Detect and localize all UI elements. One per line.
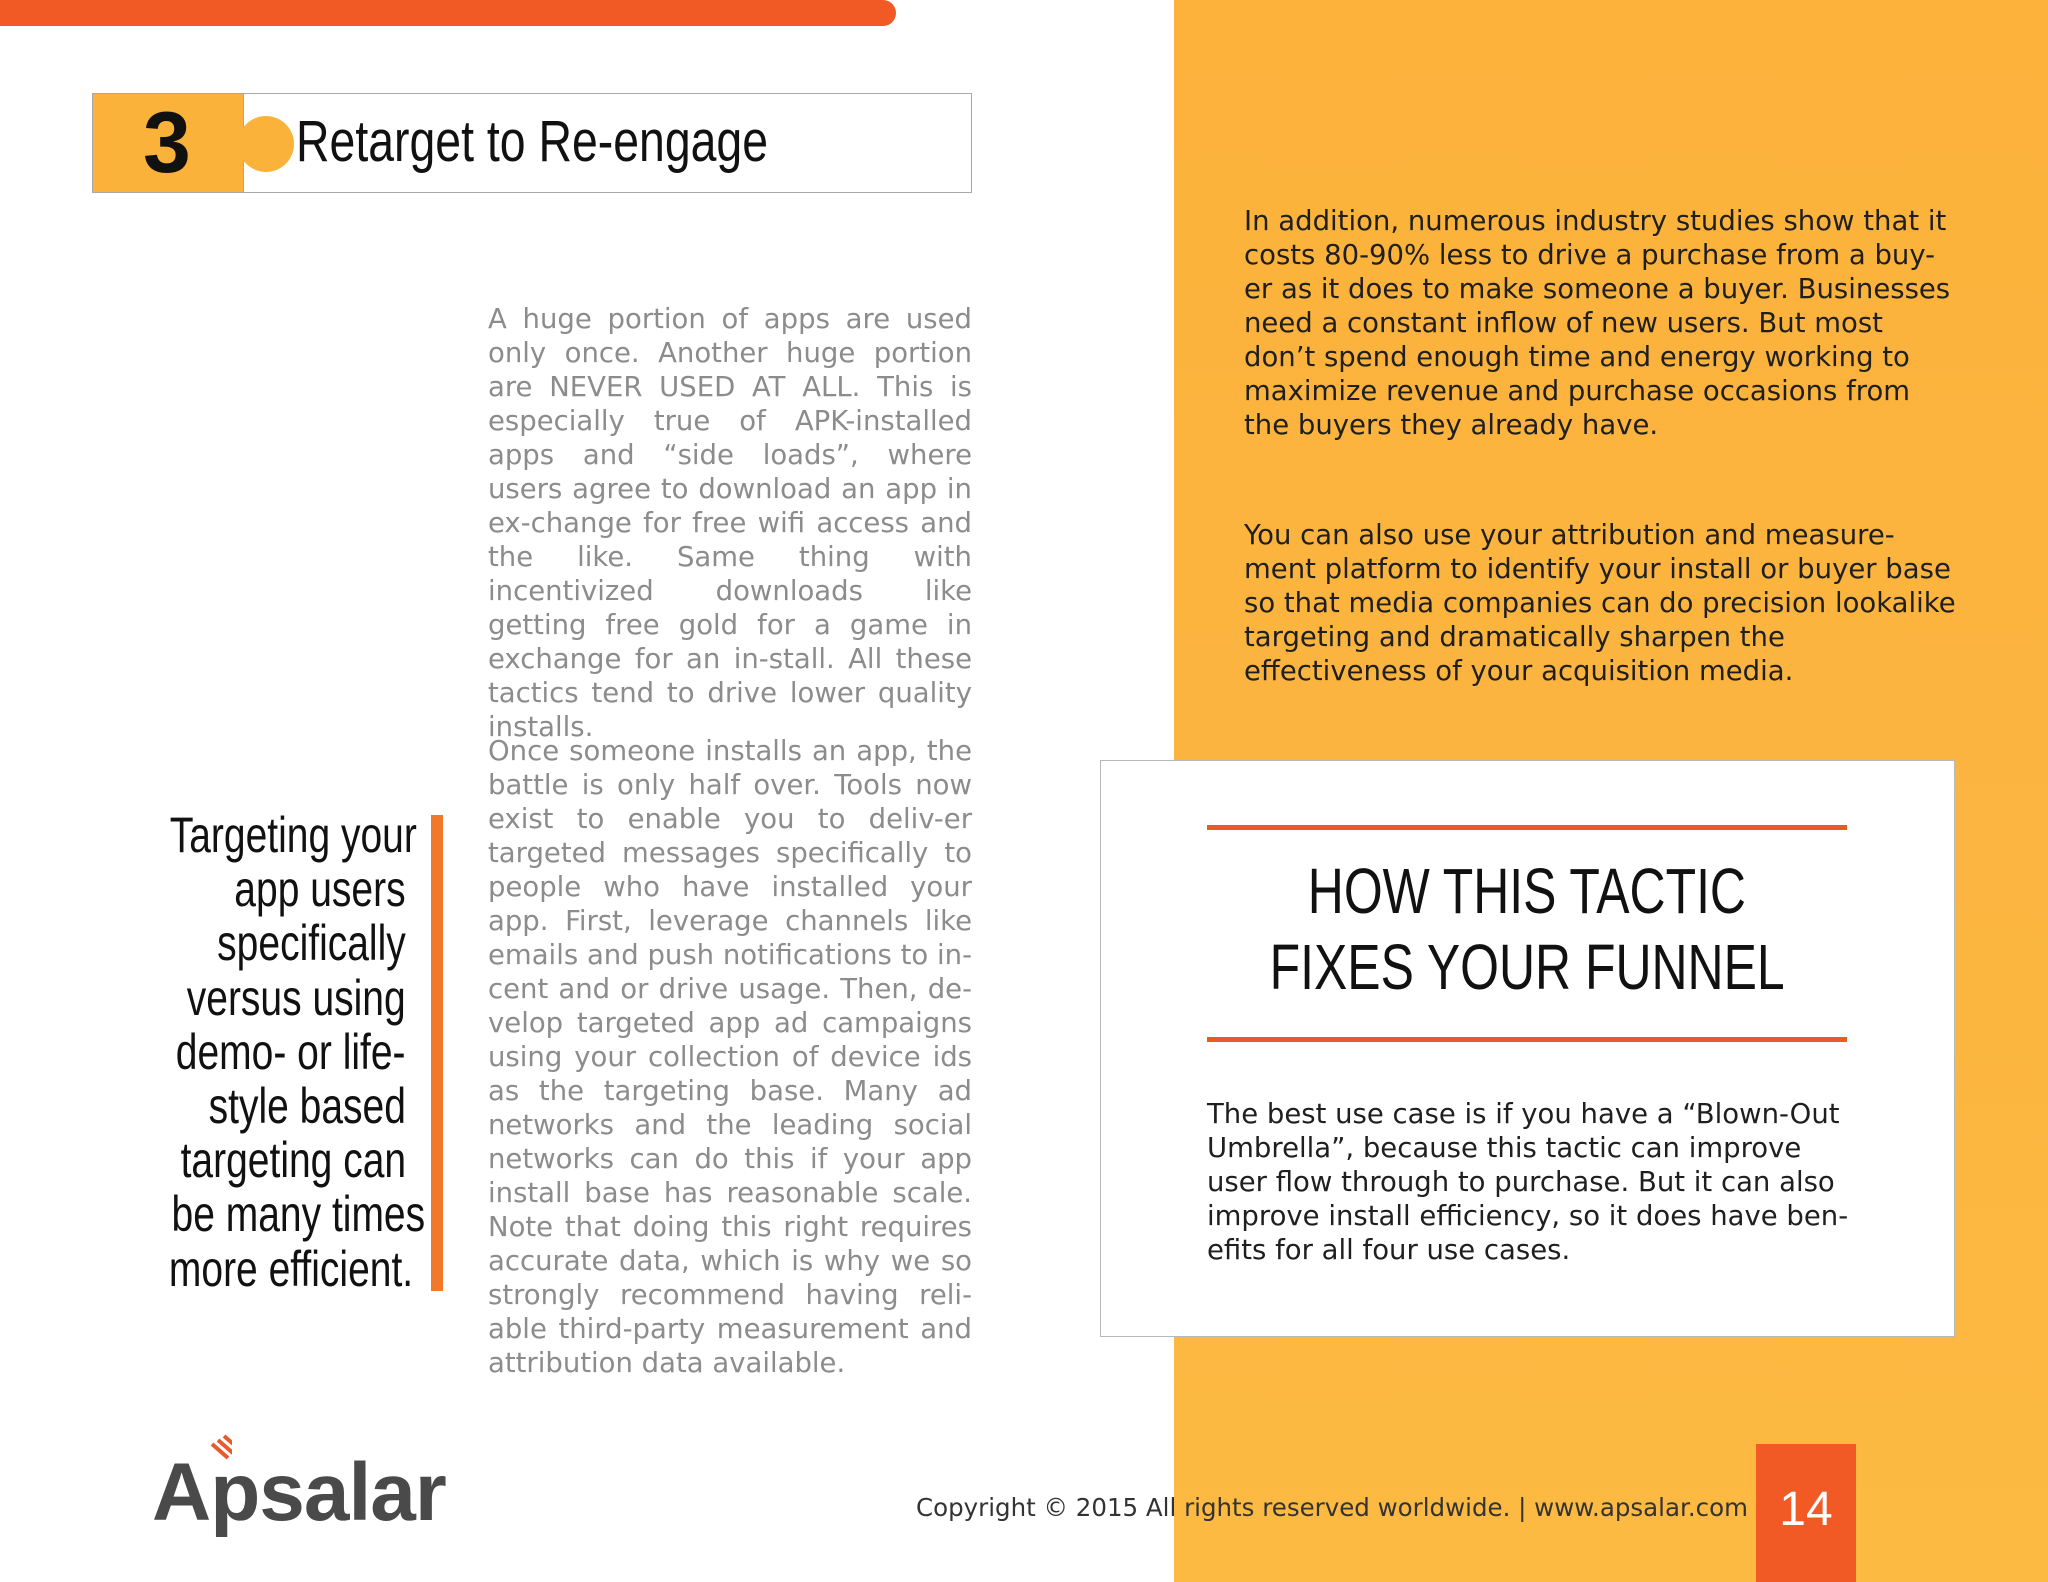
section-header bbox=[92, 93, 972, 193]
section-number-tab bbox=[238, 116, 294, 172]
pull-quote-line: style based bbox=[208, 1078, 406, 1135]
pull-quote-line: versus using bbox=[187, 969, 406, 1026]
body-paragraph-1: A huge portion of apps are used only once. Another huge portion are NEVER USED AT ALL. This is especially true of APK-installed apps and “side loads”, where users agree to download an app in ex-change for free wifi access and the like. Same thing with incentivized downloads like getting free gold for a game in exchange for an in-stall. All these tactics tend to drive lower quality installs. bbox=[488, 303, 972, 743]
right-paragraph-1: In addition, numerous industry studies show that it costs 80-90% less to drive a purchase from a buy-er as it does to make someone a buyer. Businesses need a constant inflow of new users. But most don’t spend enough time and energy working to maximize revenue and purchase occasions from the buyers they already have. bbox=[1244, 205, 1951, 441]
section-number-box bbox=[93, 94, 244, 192]
tactic-box bbox=[1100, 760, 1955, 1337]
page-number: 14 bbox=[1779, 1483, 1833, 1536]
page-number-box bbox=[1756, 1444, 1856, 1582]
pull-quote-line: be many times bbox=[171, 1186, 426, 1243]
top-accent-bar bbox=[0, 0, 896, 26]
pull-quote bbox=[100, 807, 426, 1297]
pull-quote-line: app users bbox=[234, 861, 406, 918]
section-number: 3 bbox=[143, 95, 191, 191]
copyright-text: Copyright © 2015 All rights reserved worldwide. | www.apsalar.com bbox=[916, 1493, 1748, 1522]
pull-quote-line: targeting can bbox=[180, 1132, 406, 1189]
pull-quote-line: demo- or life- bbox=[176, 1023, 406, 1080]
section-title: Retarget to Re-engage bbox=[296, 109, 769, 174]
apsalar-logo bbox=[152, 1426, 472, 1536]
logo-wordmark: Apsalar bbox=[152, 1447, 446, 1538]
tactic-title-line: HOW THIS TACTIC bbox=[1307, 855, 1747, 927]
tactic-rule-bottom bbox=[1207, 1037, 1847, 1042]
right-paragraph-2: You can also use your attribution and measure-ment platform to identify your install or buyer base so that media companies can do precision lookalike targeting and dramatically sharpen the effectiveness of your acquisition media. bbox=[1244, 519, 1956, 687]
tactic-text: The best use case is if you have a “Blown-Out Umbrella”, because this tactic can improve user flow through to purchase. But it can also improve install efficiency, so it does have ben-efits for all four use cases. bbox=[1207, 1098, 1849, 1266]
body-paragraph-2: Once someone installs an app, the battle is only half over. Tools now exist to enable you to deliv-er targeted messages specifically to people who have installed your app. First, leverage channels like emails and push notifications to in-cent and or drive usage. Then, de-velop targeted app ad campaigns using your collection of device ids as the targeting base. Many ad networks and the leading social networks can do this if your app install base has reasonable scale. Note that doing this right requires accurate data, which is why we so strongly recommend having reli-able third-party measurement and attribution data available. bbox=[488, 735, 972, 1379]
pull-quote-bar bbox=[431, 815, 443, 1291]
tactic-title bbox=[1101, 853, 1953, 1005]
tactic-rule-top bbox=[1207, 825, 1847, 830]
tactic-title-line: FIXES YOUR FUNNEL bbox=[1269, 931, 1785, 1003]
pull-quote-line: Targeting your bbox=[169, 807, 417, 863]
pull-quote-line: more efficient. bbox=[168, 1240, 414, 1297]
pull-quote-line: specifically bbox=[217, 915, 406, 972]
